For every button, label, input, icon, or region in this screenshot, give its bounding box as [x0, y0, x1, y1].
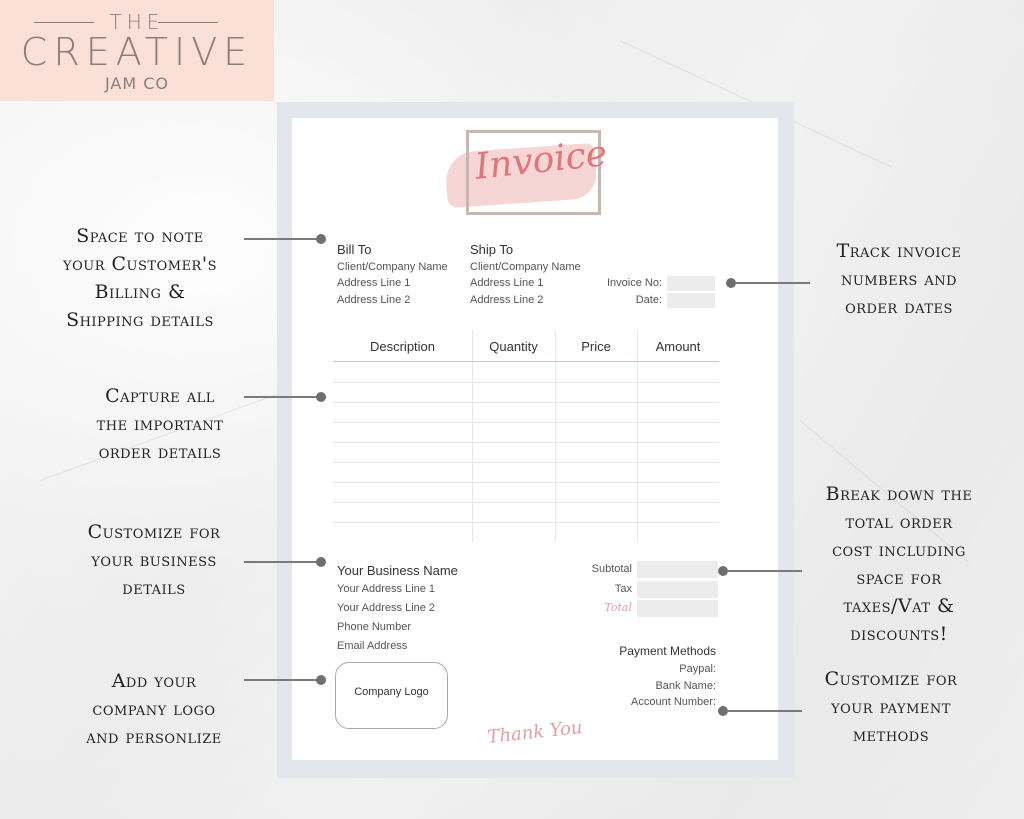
- callout-line: Billing &: [94, 281, 186, 303]
- callout-line: Add your: [111, 670, 197, 692]
- callout-order: [60, 382, 260, 466]
- callout-line: Shipping details: [66, 309, 214, 331]
- date-label: Date:: [635, 294, 662, 306]
- callout-business: [54, 518, 254, 602]
- table-row: [333, 522, 719, 523]
- callout-line: total order: [845, 511, 953, 533]
- callout-line: Customize for: [824, 668, 958, 690]
- table-row: [333, 402, 719, 403]
- bill-to-line: Address Line 1: [337, 277, 411, 289]
- payment-line: Paypal:: [679, 663, 716, 675]
- callout-line: your business: [91, 549, 217, 571]
- brand-the: THE: [109, 10, 165, 34]
- callout-connector: [726, 570, 802, 572]
- callout-line: Capture all: [105, 385, 215, 407]
- callout-connector: [726, 710, 802, 712]
- callout-line: details: [122, 577, 186, 599]
- callout-line: discounts!: [850, 623, 948, 645]
- callout-line: Break down the: [825, 483, 973, 505]
- callout-line: methods: [852, 724, 930, 746]
- ship-to-line: Client/Company Name: [470, 261, 581, 273]
- callout-line: and personlize: [86, 726, 222, 748]
- total-label: Total: [604, 601, 632, 614]
- total-field[interactable]: [637, 600, 718, 617]
- callout-dot: [316, 557, 326, 567]
- table-row: [333, 382, 719, 383]
- callout-line: your Customer's: [63, 253, 217, 275]
- table-row: [333, 502, 719, 503]
- brand-jam: JAM CO: [104, 74, 170, 93]
- invoice-no-label: Invoice No:: [606, 277, 662, 289]
- table-row: [333, 462, 719, 463]
- ship-to-line: Address Line 1: [470, 277, 544, 289]
- bill-to-line: Address Line 2: [337, 294, 411, 306]
- callout-line: Space to note: [76, 225, 204, 247]
- callout-payment: [792, 665, 990, 749]
- business-line: Phone Number: [337, 621, 411, 633]
- callout-connector: [244, 238, 318, 240]
- callout-connector: [734, 282, 810, 284]
- invoice-no-field[interactable]: [667, 276, 715, 291]
- callout-line: your payment: [831, 696, 951, 718]
- business-line: Your Address Line 1: [337, 583, 436, 595]
- callout-line: numbers and: [840, 268, 958, 290]
- table-row: [333, 422, 719, 423]
- subtotal-label: Subtotal: [591, 563, 632, 575]
- brand-logo: [0, 0, 274, 101]
- callout-line: space for: [856, 567, 942, 589]
- ship-to-heading: Ship To: [470, 242, 514, 257]
- payment-line: Bank Name:: [655, 680, 716, 692]
- business-name: Your Business Name: [337, 563, 458, 578]
- callout-invoice-numbers: [800, 237, 998, 321]
- payment-line: Account Number:: [631, 696, 716, 708]
- thank-you-script: Thank You: [486, 717, 584, 748]
- table-header-rule: [333, 361, 719, 362]
- callout-connector: [244, 396, 318, 398]
- callout-dot: [316, 675, 326, 685]
- col-price: Price: [581, 339, 611, 354]
- col-quantity: Quantity: [489, 339, 538, 354]
- callout-line: cost including: [832, 539, 966, 561]
- company-logo-label: Company Logo: [354, 686, 429, 698]
- callout-line: the important: [96, 413, 224, 435]
- col-description: Description: [369, 339, 436, 354]
- callout-dot: [316, 392, 326, 402]
- callout-dot: [316, 234, 326, 244]
- ship-to-line: Address Line 2: [470, 294, 544, 306]
- callout-line: Customize for: [87, 521, 221, 543]
- business-line: Your Address Line 2: [337, 602, 436, 614]
- callout-totals: [800, 480, 998, 648]
- callout-line: company logo: [92, 698, 216, 720]
- callout-line: order dates: [845, 296, 953, 318]
- callout-line: Track invoice: [836, 240, 962, 262]
- col-amount: Amount: [655, 339, 701, 354]
- callout-connector: [244, 679, 318, 681]
- date-field[interactable]: [667, 293, 715, 308]
- table-row: [333, 442, 719, 443]
- callout-line: order details: [98, 441, 222, 463]
- tax-label: Tax: [614, 583, 632, 595]
- table-row: [333, 482, 719, 483]
- subtotal-field[interactable]: [637, 561, 718, 578]
- invoice-title: Invoice: [473, 133, 609, 188]
- callout-logo: [54, 667, 254, 751]
- bill-to-heading: Bill To: [337, 242, 372, 257]
- tax-field[interactable]: [637, 581, 718, 598]
- callout-billing: [40, 222, 240, 334]
- brand-creative: CREATIVE: [20, 30, 254, 74]
- callout-connector: [244, 561, 318, 563]
- bill-to-line: Client/Company Name: [337, 261, 448, 273]
- payment-methods-heading: Payment Methods: [619, 644, 716, 658]
- business-line: Email Address: [337, 640, 408, 652]
- callout-line: taxes/Vat &: [843, 595, 955, 617]
